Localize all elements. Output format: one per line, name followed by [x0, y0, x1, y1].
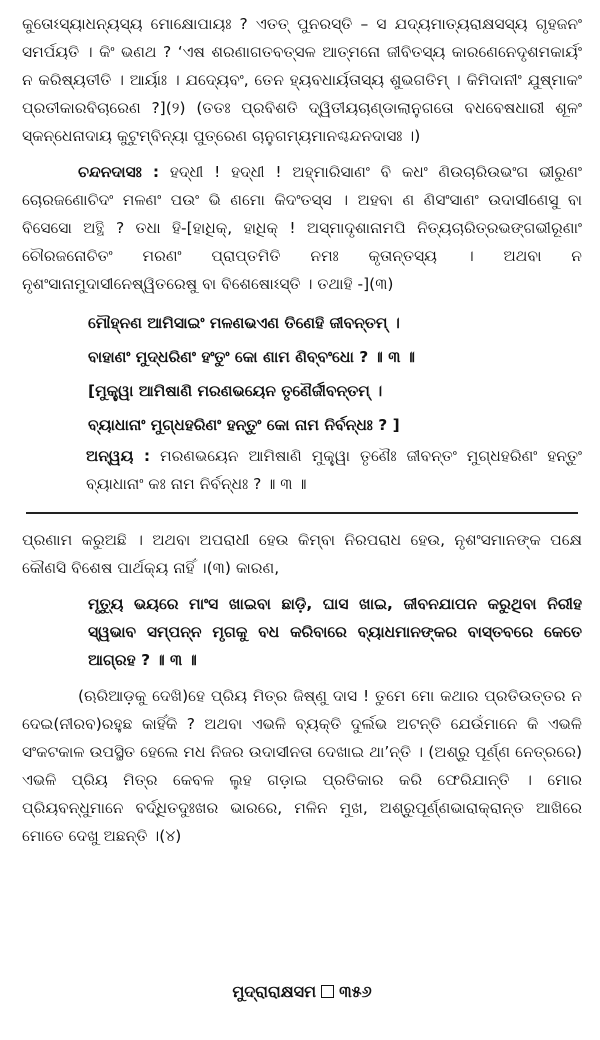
- speech-prakrit: ହଦ୍ଧୀ ! ହଦ୍ଧୀ ! ଅହ୍ମାରିସାଣଂ ବି କଧଂ ଣିଉଚାରିଉଭଂଗ ଭୀରୁଣଂ ଚୋରଜଣୋଚିଦଂ ମଳଣଂ ପଉଂ ଭି ଣମୋ କିଦଂତସ୍ସ । ଅହବା ଣ ଣିସଂସାଣଂ ଉଦାସୀଣେସୁ ବା ବିସେସୋ ଅତ୍ଥି ? ତଧା ହି-: [22, 163, 582, 237]
- page-number: ୩୫୬: [339, 982, 372, 1001]
- spacer: [22, 150, 582, 158]
- box-icon: [321, 985, 334, 998]
- speech-sanskrit: [ହାଧିକ୍, ହାଧିକ୍ ! ଅସ୍ମାଦୃଶାନାମପି ନିତ୍ୟଚାରିତ୍ରଭଙ୍ଗଭୀରୂଣାଂ ଚୌରଜନୋଚିତଂ ମରଣଂ ପ୍ରାପ୍ତମିତି ନମଃ କୃତାନ୍ତସ୍ୟ । ଅଥବା ନ ନୃଶଂସାନାମୁଦାସୀନେଷ୍ୱିତରେଷୁ ବା ବିଶେଷୋଽସ୍ତି । ତଥାହି -](୩): [22, 219, 582, 293]
- opening-paragraph: କୁତୋଽସ୍ୟାଧନ୍ୟସ୍ୟ ମୋକ୍ଷୋପାୟଃ ? ଏତତ୍ ପୁନରସ୍ତି – ସ ଯଦ୍ୟମାତ୍ୟରାକ୍ଷସସ୍ୟ ଗୃହଜନଂ ସମର୍ପୟତି । କିଂ ଭଣଥ ? ‘ଏଷ ଶରଣାଗତବତ୍ସଳ ଆତ୍ମନୋ ଜୀବିତସ୍ୟ କାରଣେନେଦୃଶମକାର୍ୟଂ ନ କରିଷ୍ୟତୀତି । ଆର୍ୟାଃ । ଯଦ୍ୟେବଂ, ତେନ ହ୍ୟବଧାର୍ୟତାସ୍ୟ ଶୁଭଗତିମ୍ । କିମିଦାନୀଂ ଯୁଷ୍ମାକଂ ପ୍ରତୀକାରବିଚାରେଣ ?](୨) (ତତଃ ପ୍ରବିଶତି ଦ୍ୱିତୀୟଚାଣ୍ଡାଲାନୁଗତୋ ବଧବେଷଧାରୀ ଶୂଳଂ ସ୍କନ୍ଧେନାଦାୟ କୁଟୁମ୍ବିନ୍ୟା ପୁତ୍ରେଣ ଚାନୁଗମ୍ୟମାନଶ୍ଚନ୍ଦନଦାସଃ ।): [22, 15, 582, 145]
- translation-paragraph-2: (ଋରିଆଡ଼କୁ ଦେଖି)ହେ ପ୍ରିୟ ମିତ୍ର ଜିଷ୍ଣୁ ଦାସ ! ତୁମେ ମୋ କଥାର ପ୍ରତିଉତ୍ତର ନ ଦେଇ(ନୀରବ)ରହୁଛ କାହିଁକି ? ଅଥବା ଏଭଳି ବ୍ୟକ୍ତି ଦୁର୍ଲଭ ଅଟନ୍ତି ଯେଉଁମାନେ କି ଏଭଳି ସଂକଟକାଳ ଉପସ୍ଥିତ ହେଲେ ମଧ ନିଜର ଉଦାସୀନତା ଦେଖାଇ ଥା’ନ୍ତି । (ଅଶ୍ରୁ ପୂର୍ଣ୍ଣ ନେତ୍ରରେ) ଏଭଳି ପ୍ରିୟ ମିତ୍ର କେବଳ ଲୁହ ଗଡ଼ାଇ ପ୍ରତିକାର କରି ଫେରିଯାନ୍ତି । ମୋର ପ୍ରିୟବନ୍ଧୁମାନେ ବର୍ଦ୍ଧିତଦୁଃଖର ଭାରରେ, ମଳିନ ମୁଖ, ଅଶ୍ରୁପୂର୍ଣ୍ଣଭାରାକ୍ରାନ୍ତ ଆଖିରେ ମୋତେ ଦେଖୁ ଅଛନ୍ତି ।(୪): [22, 687, 582, 845]
- anvaya-paragraph: [86, 442, 582, 498]
- speaker-name: ଚନ୍ଦନଦାସଃ :: [78, 163, 160, 181]
- spacer: [22, 674, 582, 682]
- translation-paragraph-1: ପ୍ରଣାମ କରୁଅଛି । ଅଥବା ଅପରାଧୀ ହେଉ କିମ୍ବା ନିରପରାଧ ହେଉ, ନୃଶଂସମାନଙ୍କ ପକ୍ଷେ କୌଣସି ବିଶେଷ ପାର୍ଥକ୍ୟ ନାହିଁ ।(୩) କାରଣ,: [22, 531, 582, 577]
- section-divider: [26, 512, 578, 514]
- verse-prakrit-line-2: ବାହାଣଂ ମୁଦ୍ଧରିଣଂ ହଂତୁଂ କୋ ଣାମ ଣିବ୍ବଂଧୋ ? ॥ ୩ ॥: [88, 348, 415, 366]
- spacer: [22, 298, 582, 306]
- spacer: [22, 582, 582, 590]
- anvaya-text: ମରଣଭୟେନ ଆମିଷାଣି ମୁକ୍ତ୍ୱା ତୃଣୈଃ ଜୀବନ୍ତଂ ମୁଗ୍ଧହରିଣଂ ହନ୍ତୁଂ ବ୍ୟାଧାନାଂ କଃ ନାମ ନିର୍ବନ୍ଧଃ ? ॥ ୩ ॥: [86, 447, 582, 493]
- verse-sanskrit-line-1: [ମୁକ୍ତ୍ୱା ଆମିଷାଣି ମରଣଭୟେନ ତୃଣୈର୍ଜୀବନ୍ତମ୍ ।: [88, 382, 383, 400]
- verse-translation: ମୃତ୍ୟୁ ଭୟରେ ମାଂସ ଖାଇବା ଛାଡ଼ି, ଘାସ ଖାଇ, ଜୀବନଯାପନ କରୁଥିବା ନିରୀହ ସ୍ୱଭାବ ସମ୍ପନ୍ନ ମୃଗକୁ ବଧ କରିବାରେ ବ୍ୟାଧମାନଙ୍କର ବାସ୍ତବରେ କେତେ ଆଗ୍ରହ ? ॥ ୩ ॥: [88, 595, 582, 669]
- verse-prakrit-line-1: ମୌହ୍ନଣ ଆମିସାଇଂ ମଳଣଭଏଣ ତିଣେହି ଜୀବନ୍ତମ୍ ।: [88, 314, 400, 332]
- verse-sanskrit-line-2: ବ୍ୟାଧାନାଂ ମୁଗ୍ଧହରିଣଂ ହନ୍ତୁଂ କୋ ନାମ ନିର୍ବନ୍ଧଃ ? ]: [88, 416, 400, 434]
- speech-paragraph: [22, 158, 582, 298]
- anvaya-label: ଅନ୍ୱୟ :: [86, 447, 151, 465]
- page-footer: [22, 978, 582, 1006]
- document-page: [22, 10, 582, 1030]
- book-title: ମୁଦ୍ରାରାକ୍ଷସମ: [232, 982, 317, 1001]
